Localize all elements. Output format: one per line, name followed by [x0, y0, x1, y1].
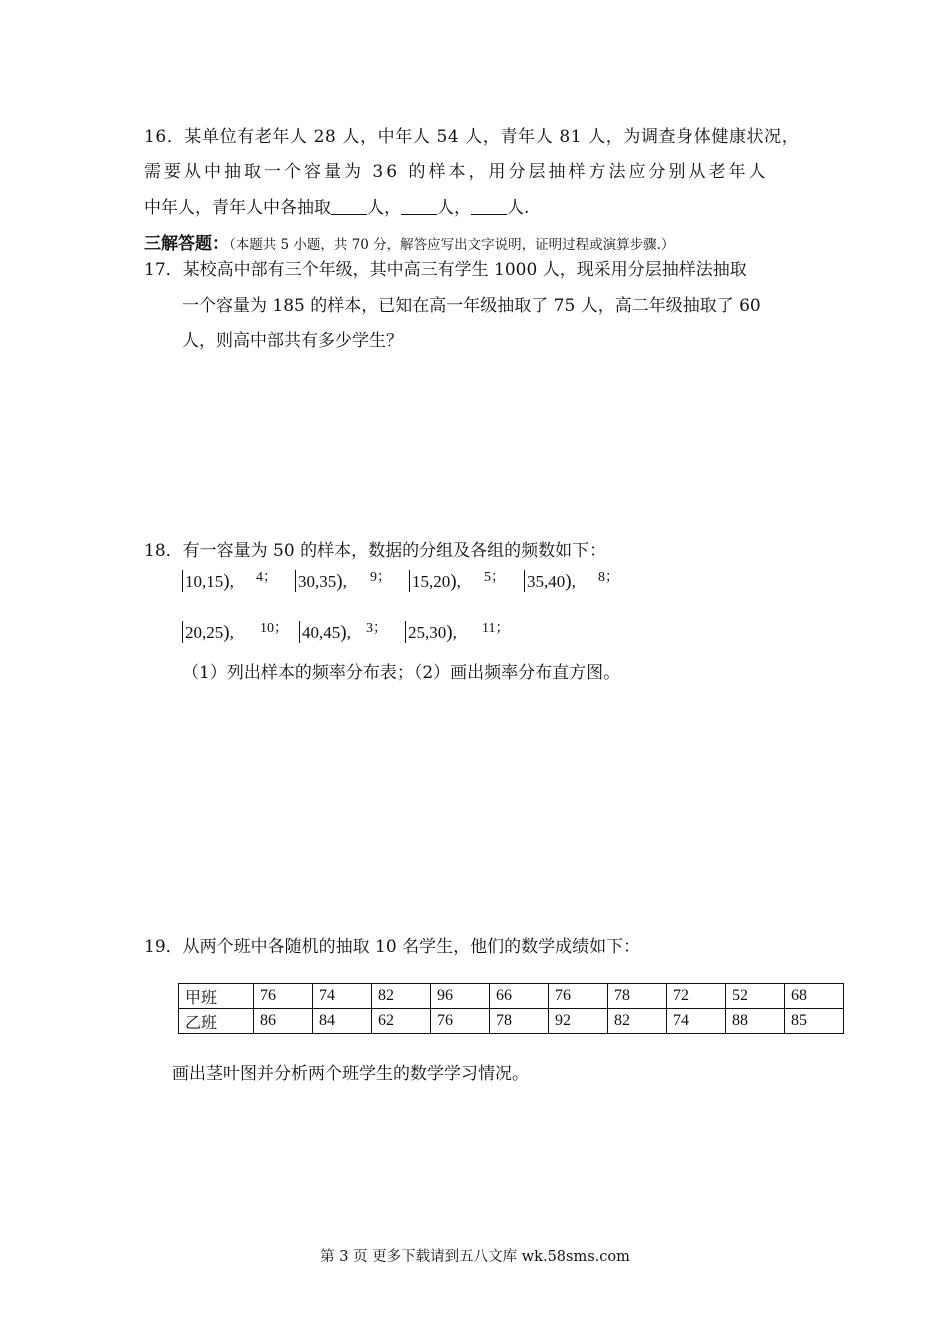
table-cell: 68 [785, 984, 844, 1009]
q16-line3-text: 中年人，青年人中各抽取 [144, 198, 331, 218]
table-cell: 76 [549, 984, 608, 1009]
q17-line3: 人，则高中部共有多少学生？ [182, 331, 403, 351]
q19-task: 画出茎叶图并分析两个班学生的数学学习情况。 [172, 1064, 529, 1084]
q16-line3 [144, 197, 529, 219]
count-15-20: 5； [484, 570, 505, 585]
q16-line3-sep2: 人， [437, 198, 471, 218]
table-cell: 78 [608, 984, 667, 1009]
q16-line2: 需要从中抽取一个容量为 36 的样本，用分层抽样方法应分别从老年人 [144, 162, 769, 182]
table-cell: 62 [372, 1009, 431, 1034]
table-cell: 85 [785, 1009, 844, 1034]
table-cell: 74 [313, 984, 372, 1009]
table-cell: 92 [549, 1009, 608, 1034]
table-cell: 78 [490, 1009, 549, 1034]
row-label-class-yi: 乙班 [179, 1009, 254, 1034]
q16-line1: 16．某单位有老年人 28 人，中年人 54 人，青年人 81 人，为调查身体健康状况， [144, 127, 800, 147]
row-label-class-jia: 甲班 [179, 984, 254, 1009]
interval-20-25: 20,25), [182, 621, 234, 644]
section3-header [144, 233, 674, 256]
table-cell: 96 [431, 984, 490, 1009]
table-cell: 52 [726, 984, 785, 1009]
interval-35-40: 35,40), [524, 570, 576, 593]
interval-25-30: 25,30), [405, 621, 457, 644]
q19-line1: 19．从两个班中各随机的抽取 10 名学生，他们的数学成绩如下： [144, 937, 641, 957]
table-cell: 86 [254, 1009, 313, 1034]
table-cell: 76 [254, 984, 313, 1009]
section3-note: （本题共 5 小题，共 70 分，解答应写出文字说明，证明过程或演算步骤.） [229, 237, 675, 253]
table-cell: 72 [667, 984, 726, 1009]
blank-elderly [331, 198, 367, 215]
table-row [179, 984, 844, 1009]
q16-line3-sep1: 人， [367, 198, 401, 218]
section3-title: 三解答题： [144, 234, 229, 254]
table-cell: 84 [313, 1009, 372, 1034]
count-35-40: 8； [598, 570, 619, 585]
count-10-15: 4； [256, 570, 277, 585]
table-cell: 66 [490, 984, 549, 1009]
blank-middle-aged [401, 198, 437, 215]
table-cell: 74 [667, 1009, 726, 1034]
table-row [179, 1009, 844, 1034]
interval-10-15: 10,15), [182, 570, 234, 593]
interval-40-45: 40,45), [299, 621, 351, 644]
blank-young [471, 198, 507, 215]
count-25-30: 11； [482, 621, 510, 636]
interval-15-20: 15,20), [409, 570, 461, 593]
score-table [178, 983, 844, 1034]
q17-line2: 一个容量为 185 的样本，已知在高一年级抽取了 75 人，高二年级抽取了 60 [182, 296, 761, 316]
table-cell: 82 [608, 1009, 667, 1034]
q17-line1: 17．某校高中部有三个年级，其中高三有学生 1000 人，现采用分层抽样法抽取 [144, 260, 747, 280]
table-cell: 82 [372, 984, 431, 1009]
table-cell: 76 [431, 1009, 490, 1034]
table-cell: 88 [726, 1009, 785, 1034]
q18-line1: 18．有一容量为 50 的样本，数据的分组及各组的频数如下： [144, 541, 607, 561]
count-40-45: 3； [366, 621, 387, 636]
q18-tasks: （1）列出样本的频率分布表；（2）画出频率分布直方图。 [182, 663, 621, 683]
interval-30-35: 30,35), [295, 570, 347, 593]
count-20-25: 10； [260, 621, 288, 636]
q16-line3-end: 人. [507, 198, 530, 218]
count-30-35: 9； [370, 570, 391, 585]
page-footer: 第 3 页 更多下载请到五八文库 wk.58sms.com [320, 1249, 630, 1265]
